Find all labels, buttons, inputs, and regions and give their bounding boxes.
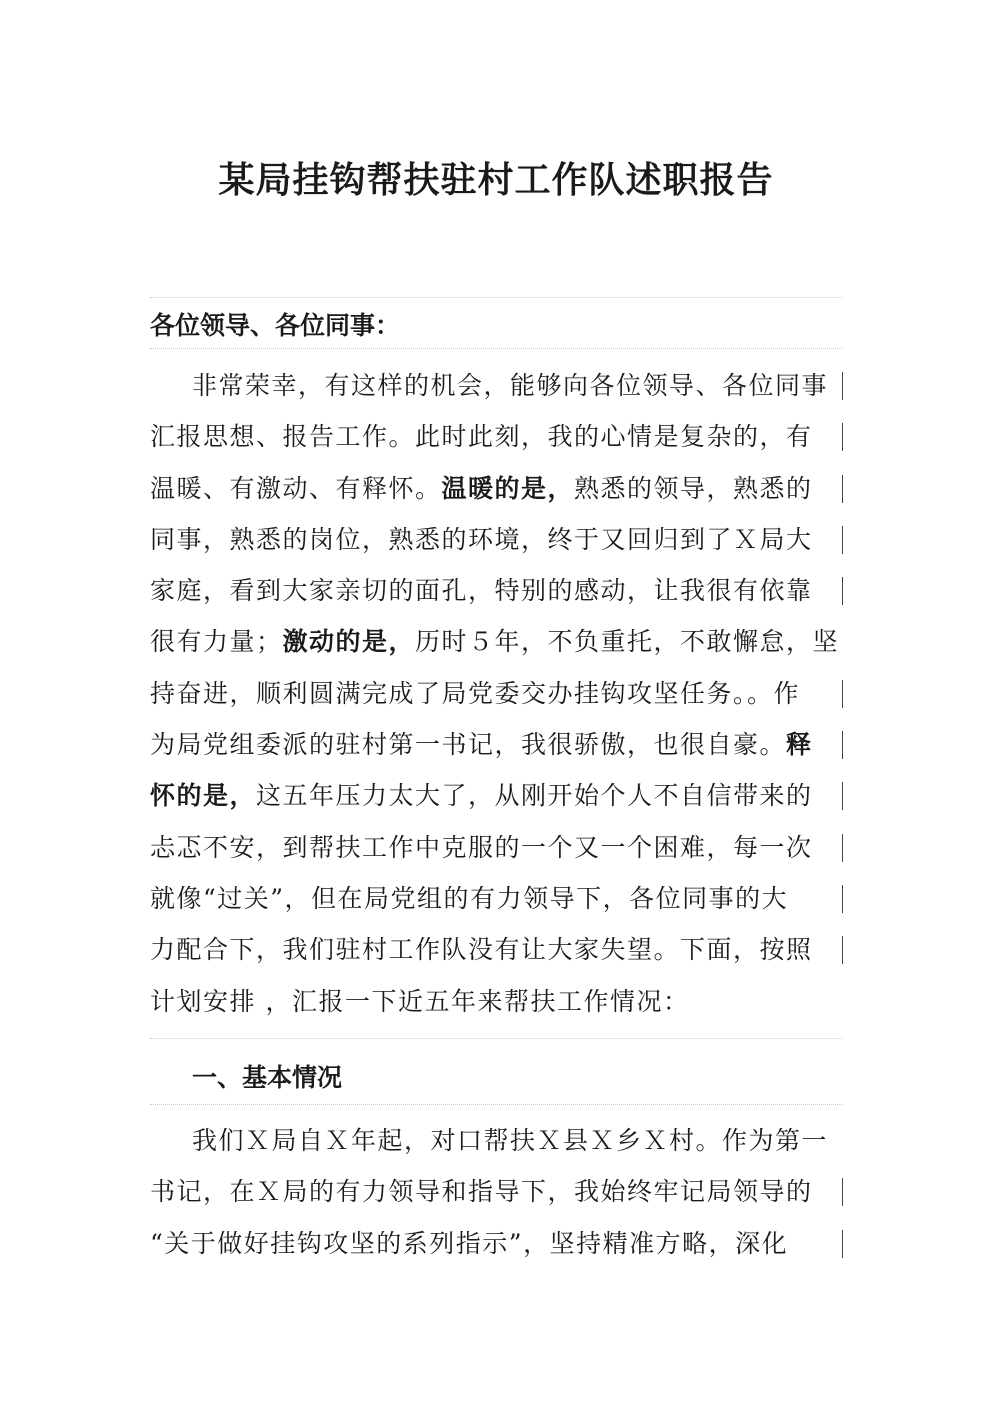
section1-paragraph	[150, 1115, 842, 1269]
text-line: “关于做好挂钩攻坚的系列指示”，坚持精准方略，深化	[150, 1218, 842, 1269]
divider	[150, 1038, 842, 1039]
emphasis-relief: 怀的是，	[150, 781, 257, 811]
intro-paragraph	[150, 360, 842, 1027]
emphasis-relief: 释	[786, 730, 813, 760]
text-line	[150, 770, 842, 821]
text-line: 我们Ｘ局自Ｘ年起，对口帮扶Ｘ县Ｘ乡Ｘ村。作为第一	[192, 1126, 829, 1155]
divider	[150, 1104, 842, 1105]
text-line	[150, 463, 842, 514]
divider	[150, 348, 842, 349]
text-run: 温暖、有激动、有释怀。	[150, 473, 442, 503]
salutation: 各位领导、各位同事：	[150, 311, 401, 340]
text-line: 持奋进，顺利圆满完成了局党委交办挂钩攻坚任务。。作	[150, 668, 842, 719]
text-line: 非常荣幸，有这样的机会，能够向各位领导、各位同事	[150, 360, 842, 411]
text-run: 这五年压力太大了，从刚开始个人不自信带来的	[256, 781, 813, 811]
text-line: 家庭，看到大家亲切的面孔，特别的感动，让我很有依靠	[150, 565, 842, 616]
text-line: 同事，熟悉的岗位，熟悉的环境，终于又回归到了Ｘ局大	[150, 514, 842, 565]
text-run: 为局党组委派的驻村第一书记，我很骄傲，也很自豪。	[150, 730, 787, 760]
text-line: 就像“过关”，但在局党组的有力领导下，各位同事的大	[150, 873, 842, 924]
document-title: 某局挂钩帮扶驻村工作队述职报告	[218, 160, 774, 201]
text-line	[150, 616, 842, 667]
text-line: 汇报思想、报告工作。此时此刻，我的心情是复杂的，有	[150, 411, 842, 462]
emphasis-warm: 温暖的是，	[441, 473, 575, 503]
text-run: 熟悉的领导，熟悉的	[574, 473, 813, 503]
text-run: 历时５年，不负重托，不敢懈怠，坚	[415, 627, 840, 657]
divider	[150, 297, 842, 298]
text-line: 书记，在Ｘ局的有力领导和指导下，我始终牢记局领导的	[150, 1166, 842, 1217]
text-line	[150, 719, 842, 770]
emphasis-excited: 激动的是，	[282, 627, 416, 657]
text-line: 力配合下，我们驻村工作队没有让大家失望。下面，按照	[150, 924, 842, 975]
text-line: 忐忑不安，到帮扶工作中克服的一个又一个困难，每一次	[150, 822, 842, 873]
text-run: 很有力量；	[150, 627, 283, 657]
text-line: 计划安排 ，汇报一下近五年来帮扶工作情况：	[150, 986, 690, 1016]
section-heading: 一、基本情况	[192, 1063, 343, 1092]
